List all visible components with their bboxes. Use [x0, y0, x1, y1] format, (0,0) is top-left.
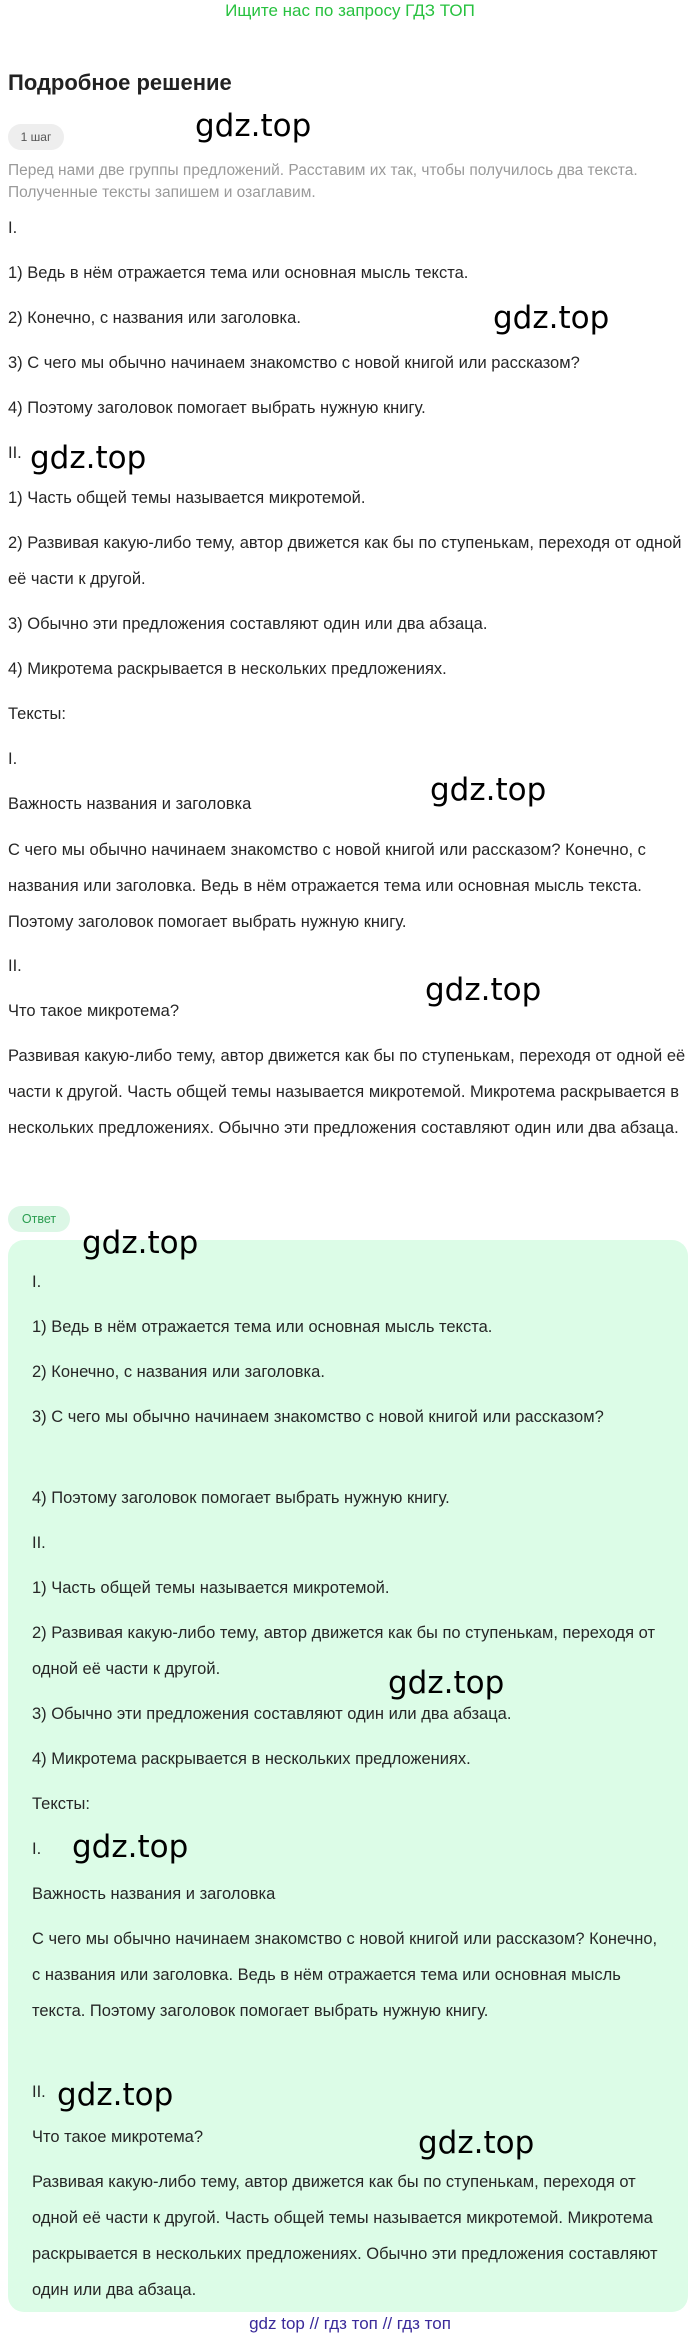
group2-sentence-2: 2) Развивая какую-либо тему, автор движется как бы по ступенькам, переходя от одной её части к другой. — [8, 534, 682, 588]
group2-sentence-4: 4) Микротема раскрывается в нескольких предложениях. — [8, 660, 447, 678]
group1-sentence-4: 4) Поэтому заголовок помогает выбрать нужную книгу. — [8, 399, 426, 417]
top-banner: Ищите нас по запросу ГДЗ ТОП — [225, 1, 475, 20]
answer-text2-body: Развивая какую-либо тему, автор движется как бы по ступенькам, переходя от одной её части к другой. Часть общей темы называется микротемой. Микротема раскрывается в нескольких предложениях. Обычно эти предложения составляют один или два абзаца. — [32, 2173, 658, 2299]
answer-group1-sentence-3: 3) С чего мы обычно начинаем знакомство с новой книгой или рассказом? — [32, 1408, 604, 1426]
answer-group2-sentence-2: 2) Развивая какую-либо тему, автор движется как бы по ступенькам, переходя от одной её части к другой. — [32, 1624, 655, 1678]
answer-text1-body: С чего мы обычно начинаем знакомство с новой книгой или рассказом? Конечно, с названия или заголовка. Ведь в нём отражается тема или основная мысль текста. Поэтому заголовок помогает выбрать нужную книгу. — [32, 1930, 658, 2020]
answer-group2-label: II. — [32, 1534, 46, 1552]
group2-label: II. — [8, 444, 22, 462]
watermark: gdz.top — [425, 972, 542, 1008]
watermark: gdz.top — [72, 1829, 189, 1865]
answer-group1-sentence-4: 4) Поэтому заголовок помогает выбрать нужную книгу. — [32, 1489, 450, 1507]
answer-text2-title: Что такое микротема? — [32, 2128, 204, 2146]
answer-group2-sentence-4: 4) Микротема раскрывается в нескольких предложениях. — [32, 1750, 471, 1768]
watermark: gdz.top — [430, 772, 547, 808]
answer-texts-label: Тексты: — [32, 1795, 90, 1813]
watermark: gdz.top — [388, 1665, 505, 1701]
text1-body: С чего мы обычно начинаем знакомство с новой книгой или рассказом? Конечно, с названия или заголовка. Ведь в нём отражается тема или основная мысль текста. Поэтому заголовок помогает выбрать нужную книгу. — [8, 841, 646, 931]
watermark: gdz.top — [195, 108, 312, 144]
footer-links[interactable]: gdz top // гдз топ // гдз топ — [249, 2314, 451, 2333]
answer-group1-sentence-2: 2) Конечно, с названия или заголовка. — [32, 1363, 325, 1381]
text2-title: Что такое микротема? — [8, 1002, 180, 1020]
texts-label: Тексты: — [8, 705, 66, 723]
group1-sentence-1: 1) Ведь в нём отражается тема или основная мысль текста. — [8, 264, 469, 282]
answer-group2-sentence-1: 1) Часть общей темы называется микротемой. — [32, 1579, 390, 1597]
watermark: gdz.top — [57, 2077, 174, 2113]
text1-label: I. — [8, 750, 18, 768]
watermark: gdz.top — [418, 2125, 535, 2161]
answer-group2-sentence-3: 3) Обычно эти предложения составляют один или два абзаца. — [32, 1705, 512, 1723]
answer-group1-sentence-1: 1) Ведь в нём отражается тема или основная мысль текста. — [32, 1318, 493, 1336]
text2-label: II. — [8, 957, 22, 975]
answer-text1-title: Важность названия и заголовка — [32, 1885, 276, 1903]
group2-sentence-3: 3) Обычно эти предложения составляют один или два абзаца. — [8, 615, 488, 633]
group2-sentence-1: 1) Часть общей темы называется микротемой. — [8, 489, 366, 507]
step-badge: 1 шаг — [8, 124, 64, 150]
answer-text2-label: II. — [32, 2083, 46, 2101]
text1-title: Важность названия и заголовка — [8, 795, 252, 813]
page-title: Подробное решение — [8, 70, 232, 95]
answer-badge: Ответ — [8, 1206, 70, 1232]
answer-group1-label: I. — [32, 1273, 42, 1291]
watermark: gdz.top — [82, 1225, 199, 1261]
intro-text: Перед нами две группы предложений. Расставим их так, чтобы получилось два текста. Полученные тексты запишем и озаглавим. — [8, 162, 638, 201]
watermark: gdz.top — [30, 440, 147, 476]
text2-body: Развивая какую-либо тему, автор движется как бы по ступенькам, переходя от одной её части к другой. Часть общей темы называется микротемой. Микротема раскрывается в нескольких предложениях. Обычно эти предложения составляют один или два абзаца. — [8, 1047, 686, 1137]
group1-label: I. — [8, 219, 18, 237]
group1-sentence-3: 3) С чего мы обычно начинаем знакомство с новой книгой или рассказом? — [8, 354, 580, 372]
answer-text1-label: I. — [32, 1840, 42, 1858]
watermark: gdz.top — [493, 300, 610, 336]
group1-sentence-2: 2) Конечно, с названия или заголовка. — [8, 309, 301, 327]
